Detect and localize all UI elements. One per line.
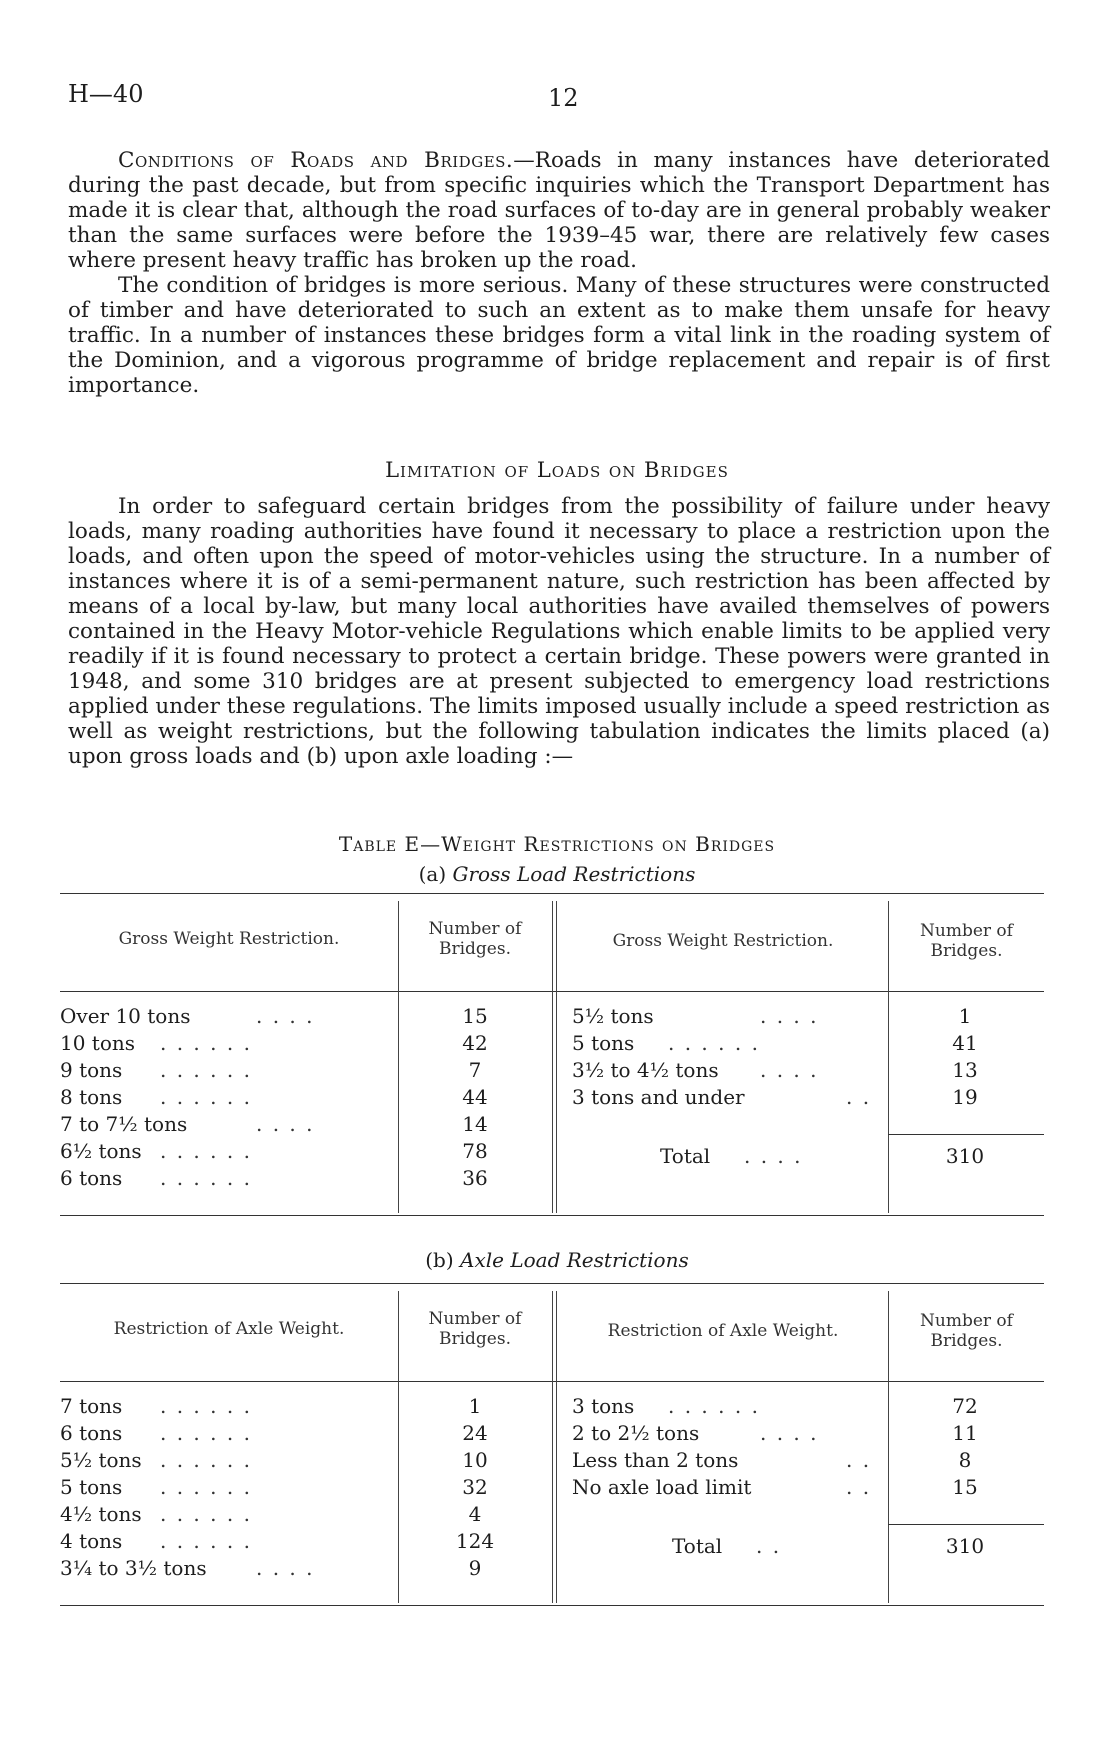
axle-load-table: Restriction of Axle Weight. Number of Bridges. Restriction of Axle Weight. Number of Bridges. 7 tons . . . . . . 1 6 tons . . . . . . 24 5½ tons . . . . . . 10 5 tons . . . . . . 32 4½ tons . . . . . . 4 4 tons . . . . . . 124 3¼ to 3½ tons . . . . 9 3 tons . . . . . . 72 2 to 2½ tons . . . . 11 Less than 2 tons . . 8 No axle load limit . . 15 Total . . 310 [60,1283,1044,1613]
table-b-subtitle: (b) Axle Load Restrictions [425,1248,689,1272]
document-reference: H—40 [68,80,144,108]
section-heading: Conditions of Roads and Bridges. [118,148,514,173]
column-header: Gross Weight Restriction. [612,931,834,951]
column-header: Number of Bridges. [920,921,1013,961]
paragraph: Conditions of Roads and Bridges.—Roads in many instances have deteriorated during the past decade, but from specific inquiries which the Transport Department has made it is clear that, although the road surfaces of to-day are in general probably weaker than the same surfaces were before the 1939–45 war, there are relatively few cases where present heavy traffic has broken up the road. [68,148,1051,273]
table-title: Table E—Weight Restrictions on Bridges [338,832,776,856]
paragraph: The condition of bridges is more serious. Many of these structures were constructed of timber and have deteriorated to such an extent as to make them unsafe for heavy traffic. In a number of instances these bridges form a vital link in the roading system of the Dominion, and a vigorous programme of bridge replacement and repair is of first importance. [68,273,1050,398]
section-load-limitation [68,494,1050,769]
column-header: Number of Bridges. [428,919,522,959]
column-header: Restriction of Axle Weight. [607,1321,839,1341]
column-header: Restriction of Axle Weight. [113,1319,345,1339]
column-header: Gross Weight Restriction. [118,929,340,949]
section-roads-bridges [68,148,1050,398]
paragraph: In order to safeguard certain bridges from the possibility of failure under heavy loads, many roading authorities have found it necessary to place a restriction upon the loads, and often upon the speed of motor-vehicles using the structure. In a number of instances where it is of a semi-permanent nature, such restriction has been affected by means of a local by-law, but many local authorities have availed themselves of powers contained in the Heavy Motor-vehicle Regulations which enable limits to be applied very readily if it is found necessary to protect a certain bridge. These powers were granted in 1948, and some 310 bridges are at present subjected to emergency load restrictions applied under these regulations. The limits imposed usually include a speed restriction as well as weight restrictions, but the following tabulation indicates the limits placed (a) upon gross loads and (b) upon axle loading :— [68,494,1050,769]
column-header: Number of Bridges. [428,1309,522,1349]
gross-load-table: Gross Weight Restriction. Number of Bridges. Gross Weight Restriction. Number of Bridges. Over 10 tons . . . . 15 10 tons . . . . . . 42 9 tons . . . . . . 7 8 tons . . . . . . 44 7 to 7½ tons . . . . 14 6½ tons . . . . . . 78 6 tons . . . . . . 36 5½ tons . . . . 1 5 tons . . . . . . 41 3½ to 4½ tons . . . . 13 3 tons and under . . 19 Total . . . . 310 [60,893,1044,1223]
section-heading: Limitation of Loads on Bridges [385,458,729,482]
column-header: Number of Bridges. [920,1311,1013,1351]
page-number: 12 [548,84,579,112]
table-a-subtitle: (a) Gross Load Restrictions [418,862,696,886]
